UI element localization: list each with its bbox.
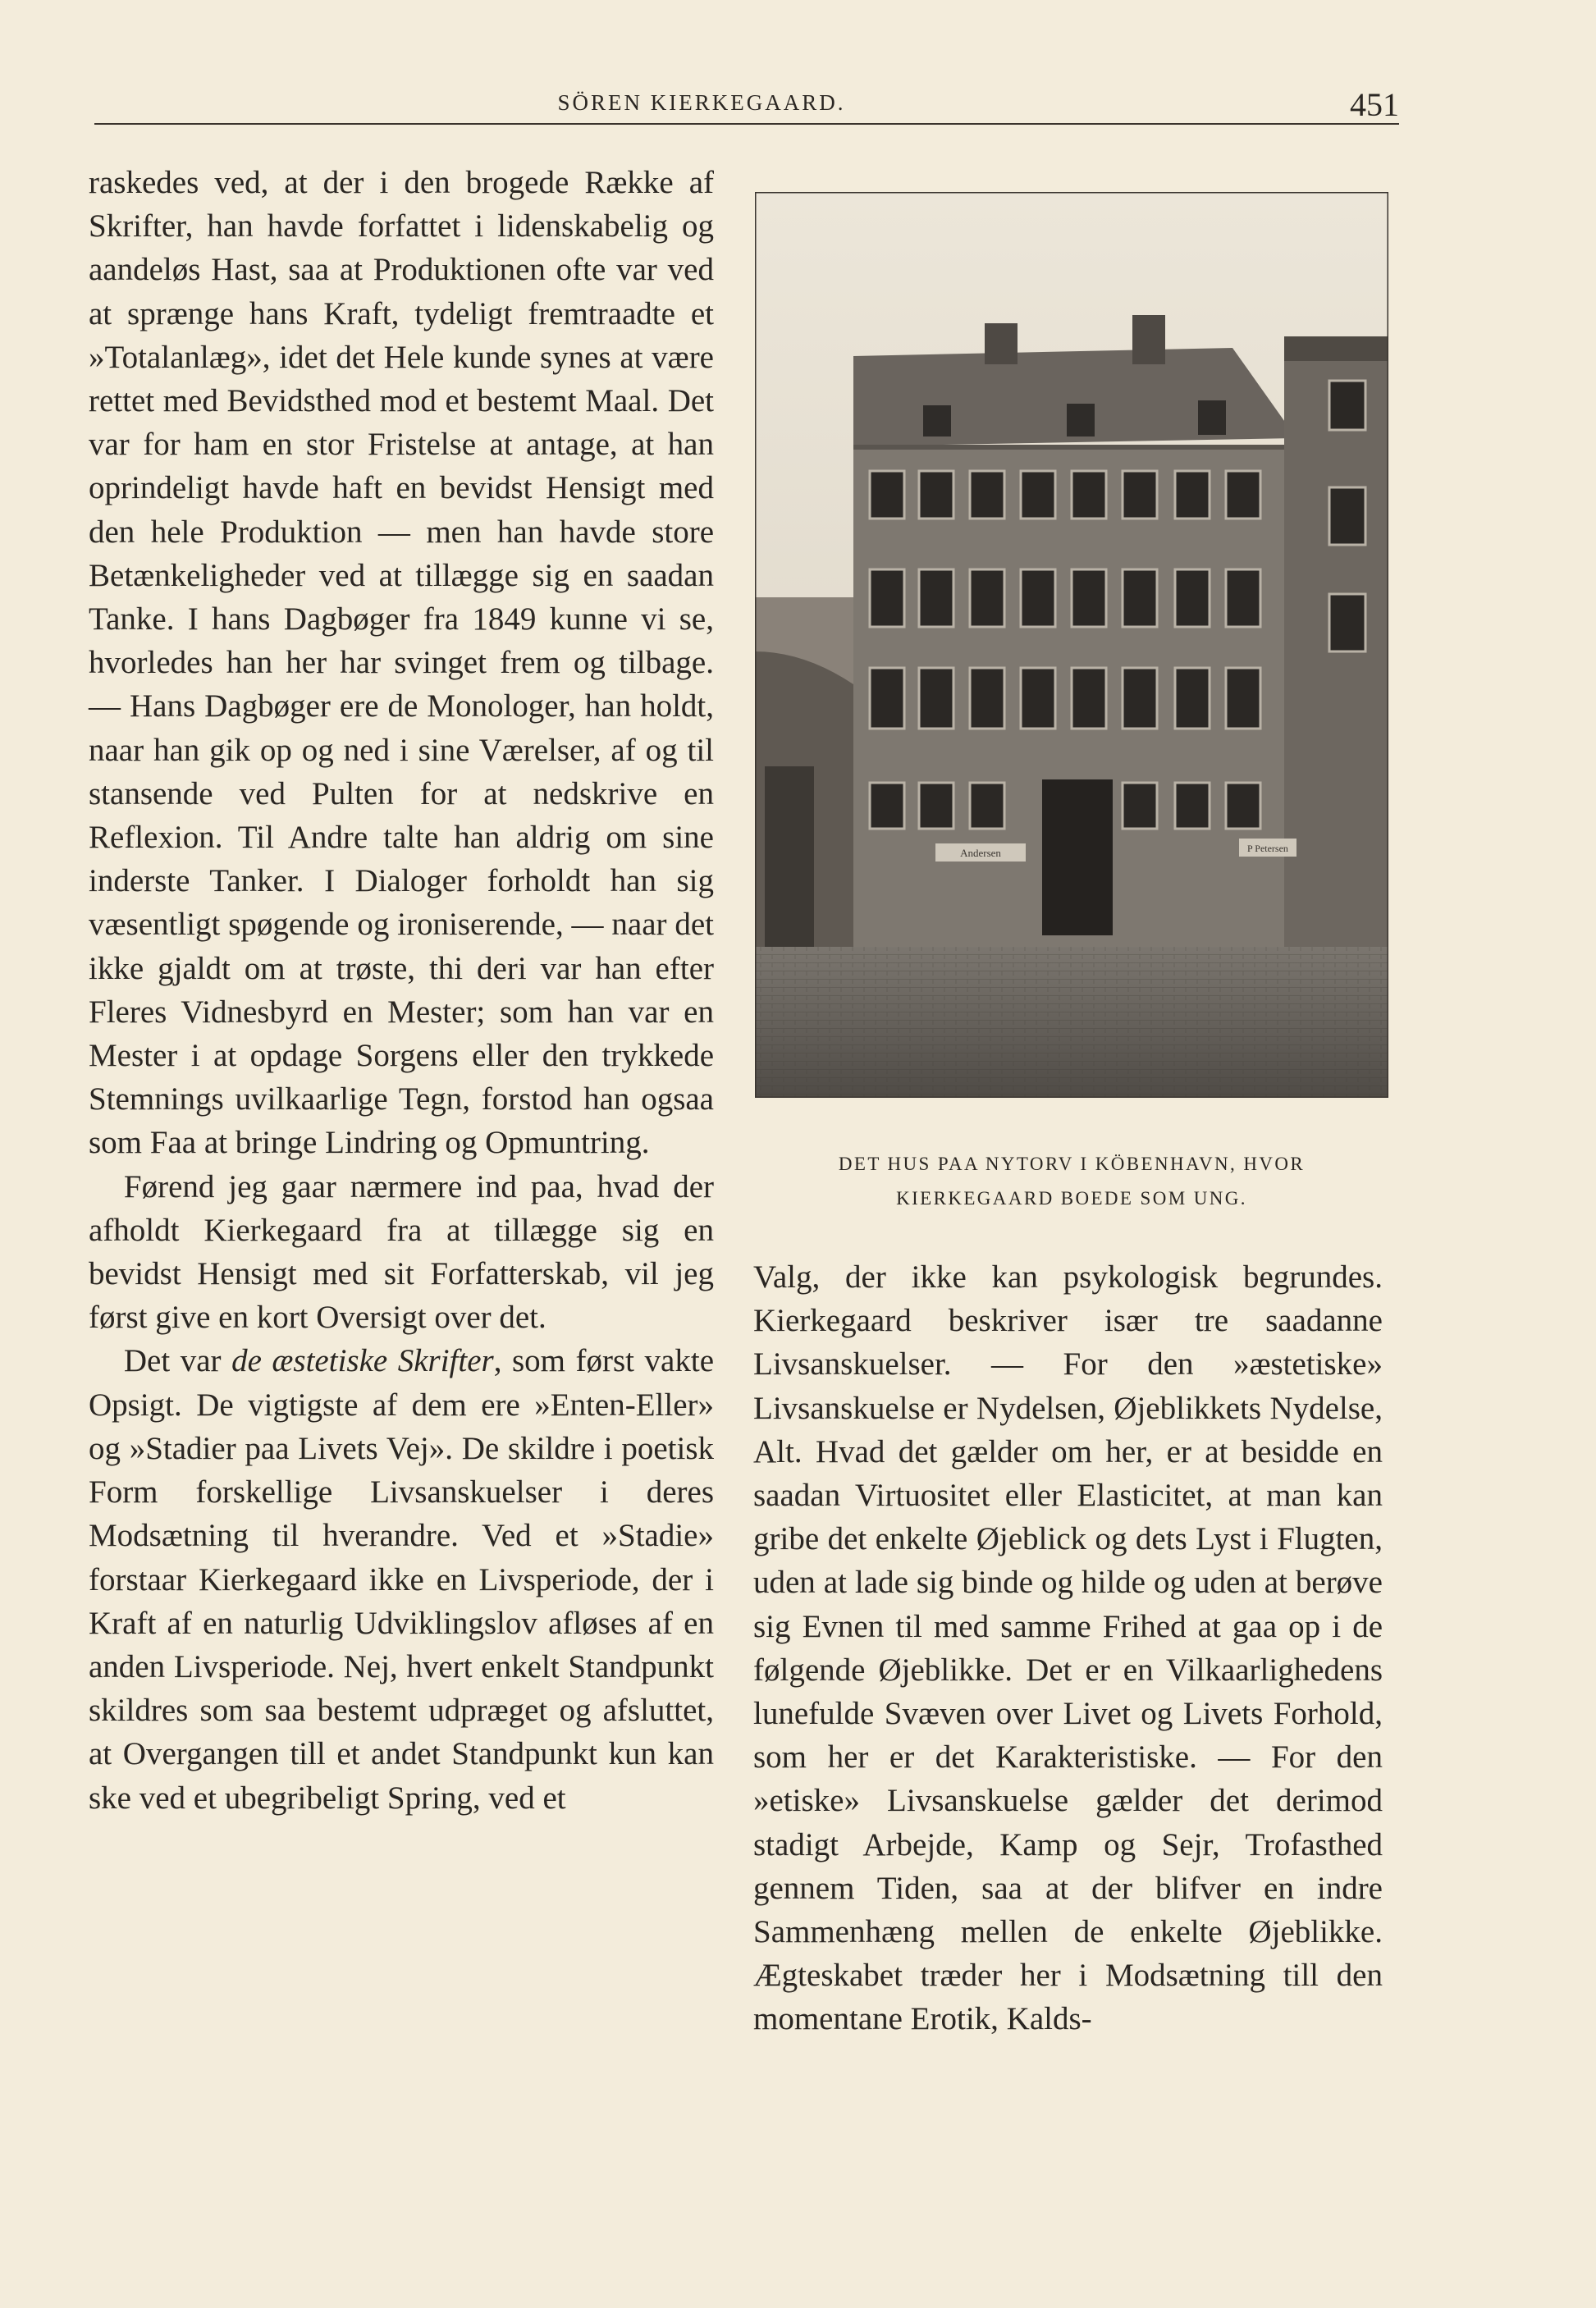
paragraph — [89, 161, 714, 1165]
text-segment: Valg, der ikke kan psykologisk begrundes. Kierkegaard beskriver især tre saadanne Livsanskuelser. — For den »æstetiske» Livsanskuelse er Nydelsen, Øjeblikkets Nydelse, Alt. Hvad det gælder om her, er at besidde en saadan Virtuositet eller Elasticitet, at man kan gribe det enkelte Øjeblick og dets Lyst i Flugten, uden at lade sig binde og hilde og uden at berøve sig Evnen til med samme Frihed at gaa op i de følgende Øjeblikke. Det er en Vilkaarlighedens lunefulde Svæven over Livet og Livets Forhold, som her er det Karakteristiske. — For den »etiske» Livsanskuelse gælder det derimod stadigt Arbejde, Kamp og Sejr, Trofasthed gennem Tiden, saa at der blifver en indre Sammenhæng mellen de enkelte Øjeblikke. Ægteskabet træder her i Modsætning till den momentane Erotik, Kalds- — [753, 1259, 1383, 2037]
running-head: SÖREN KIERKEGAARD. — [557, 90, 846, 115]
page-header — [94, 79, 1399, 144]
text-segment: , som først vakte Opsigt. De vigtigste af dem ere »Enten-Eller» og »Stadier paa Livets Vej». De skildre i poetisk Form forskellige Livsanskuelser i deres Modsætning til hverandre. Ved et »Stadie» forstaar Kierkegaard ikke en Livsperiode, der i Kraft af en naturlig Udviklingslov afløses af en anden Livsperiode. Nej, hvert enkelt Standpunkt skildres som saa bestemt udpræget og afsluttet, at Overgangen till et andet Standpunkt kun kan ske ved et ubegribeligt Spring, ved et — [89, 1343, 714, 1816]
shop-sign-left: Andersen — [960, 847, 1001, 859]
text-segment: raskedes ved, at der i den brogede Række af Skrifter, han havde forfattet i lidenskabelig og aandeløs Hast, saa at Produktionen ofte var ved at sprænge hans Kraft, tydeligt fremtraadte et »Totalanlæg», idet det Hele kunde synes at være rettet med Bevidsthed mod et bestemt Maal. Det var for ham en stor Fristelse at antage, at han oprindeligt havde haft en bevidst Hensigt med den hele Produktion — men han havde store Betænkeligheder ved at tillægge sig en saadan Tanke. I hans Dagbøger fra 1849 kunne vi se, hvorledes han her har svinget frem og tilbage. — Hans Dagbøger ere de Monologer, han holdt, naar han gik op og ned i sine Værelser, af og til stansende ved Pulten for at nedskrive en Reflexion. Til Andre talte han aldrig om sine inderste Tanker. I Dialoger forholdt han sig væsentligt spøgende og ironiserende, — naar det ikke gjaldt om at trøste, thi deri var han efter Fleres Vidnesbyrd en Mester; som han var en Mester i at opdage Sorgens eller den trykkede Stemnings uvilkaarlige Tegn, forstod han ogsaa som Faa at bringe Lindring og Opmuntring. — [89, 165, 714, 1161]
caption-line: DET HUS PAA NYTORV I KÖBENHAVN, HVOR — [838, 1154, 1306, 1174]
paragraph — [89, 1165, 714, 1340]
italic-title: de æstetiske Skrifter — [231, 1343, 494, 1379]
shop-sign-right: P Petersen — [1247, 843, 1288, 854]
photo-caption — [755, 1147, 1388, 1216]
right-column — [753, 1255, 1383, 2041]
left-column — [89, 161, 714, 1820]
header-rule — [94, 123, 1399, 125]
text-segment: Det var — [123, 1343, 232, 1379]
text-segment: Førend jeg gaar nærmere ind paa, hvad der afholdt Kierkegaard fra at tillægge sig en bevidst Hensigt med sit Forfatterskab, vil jeg først give en kort Oversigt over det. — [89, 1168, 714, 1336]
page-number: 451 — [1350, 86, 1399, 123]
paragraph — [753, 1255, 1383, 2041]
building-photograph — [755, 192, 1388, 1098]
paragraph — [89, 1339, 714, 1819]
caption-line: KIERKEGAARD BOEDE SOM UNG. — [896, 1188, 1247, 1209]
